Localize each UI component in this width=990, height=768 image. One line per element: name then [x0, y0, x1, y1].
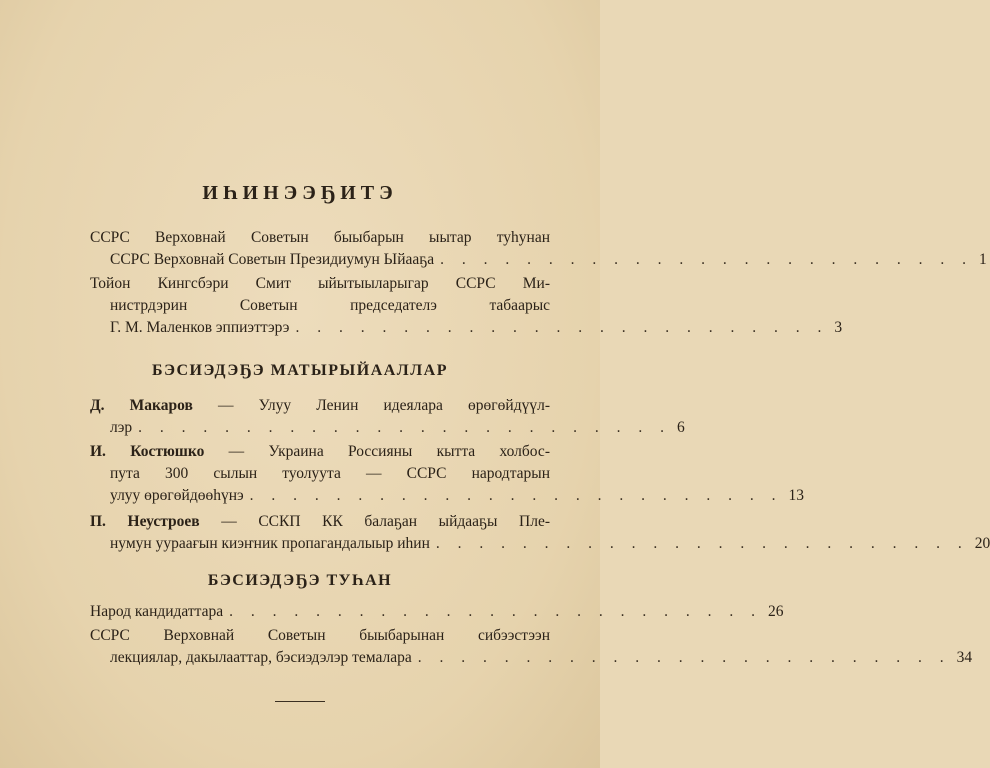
page-number: 26 [768, 603, 784, 620]
entry-text: улуу өрөгөйдөөһүнэ [110, 487, 244, 504]
entry-line-with-page [110, 250, 987, 270]
dot-leader: . . . . . . . . . . . . . . . . . . . . . . . . . [249, 487, 783, 504]
entry-text: — Украина Россияны кытта холбос- [204, 443, 550, 460]
entry-text: Г. М. Маленков эппиэттэрэ [110, 319, 290, 336]
entry-text: лекциялар, дакылааттар, бэсиэдэлэр темалара [110, 649, 412, 666]
entry-text: Народ кандидаттара [90, 603, 224, 620]
entry-line-with-page [110, 486, 805, 506]
entry-text: лэр [110, 419, 133, 436]
page-number: 13 [788, 487, 805, 504]
entry-line-with-page [110, 648, 973, 668]
entry-line-with-page [110, 318, 843, 338]
page-number: 3 [834, 319, 843, 336]
entry-author: И. Костюшко [90, 443, 205, 460]
dot-leader: . . . . . . . . . . . . . . . . . . . . . . . . . [435, 535, 969, 552]
contents-title: ИҺИНЭЭҔИТЭ [202, 182, 398, 204]
entry-line: Тойон Кингсбэри Смит ыйытыыларыгар ССРС Ми- [90, 275, 550, 292]
entry-line-with-page [110, 418, 685, 438]
closing-rule [275, 701, 325, 702]
dot-leader: . . . . . . . . . . . . . . . . . . . . . . . . . [229, 603, 763, 620]
entry-line: пута 300 сылын туолуута — ССРС народтарын [110, 465, 550, 482]
dot-leader: . . . . . . . . . . . . . . . . . . . . . . . . . [440, 251, 973, 268]
entry-line: ССРС Верховнай Советын быыбарынан сибээстээн [90, 627, 550, 644]
page-number: 6 [677, 419, 685, 436]
page-number: 34 [956, 649, 973, 666]
entry-line-with-page [90, 602, 784, 622]
entry-line: ССРС Верховнай Советын быыбарын ыытар туһунан [90, 229, 550, 246]
entry-author: Д. Макаров [90, 397, 193, 414]
section-heading-talk: БЭСИЭДЭҔЭ ТУҺАН [207, 572, 393, 589]
entry-text: — Улуу Ленин идеялара өрөгөйдүүл- [192, 397, 550, 414]
entry-text: ССРС Верховнай Советын Президиумун Ыйааҕа [110, 251, 435, 268]
entry-line [90, 396, 550, 416]
dot-leader: . . . . . . . . . . . . . . . . . . . . . . . . . [138, 419, 672, 436]
page-number: 1 [979, 251, 987, 268]
entry-line [90, 442, 550, 462]
dot-leader: . . . . . . . . . . . . . . . . . . . . . . . . . [295, 319, 829, 336]
entry-text: — ССКП КК балаҕан ыйдааҕы Пле- [199, 513, 550, 530]
entry-line: нистрдэрин Советын председателэ табаарыс [110, 297, 550, 314]
page-number: 20 [974, 535, 990, 552]
section-heading-materials: БЭСИЭДЭҔЭ МАТЫРЫЙААЛЛАР [152, 362, 448, 379]
entry-line-with-page [110, 534, 990, 554]
entry-author: П. Неустроев [90, 513, 200, 530]
entry-text: нумун уураағын киэҥник пропагандалыыр иһин [110, 535, 430, 552]
entry-line [90, 512, 550, 532]
dot-leader: . . . . . . . . . . . . . . . . . . . . . . . . . [417, 649, 951, 666]
